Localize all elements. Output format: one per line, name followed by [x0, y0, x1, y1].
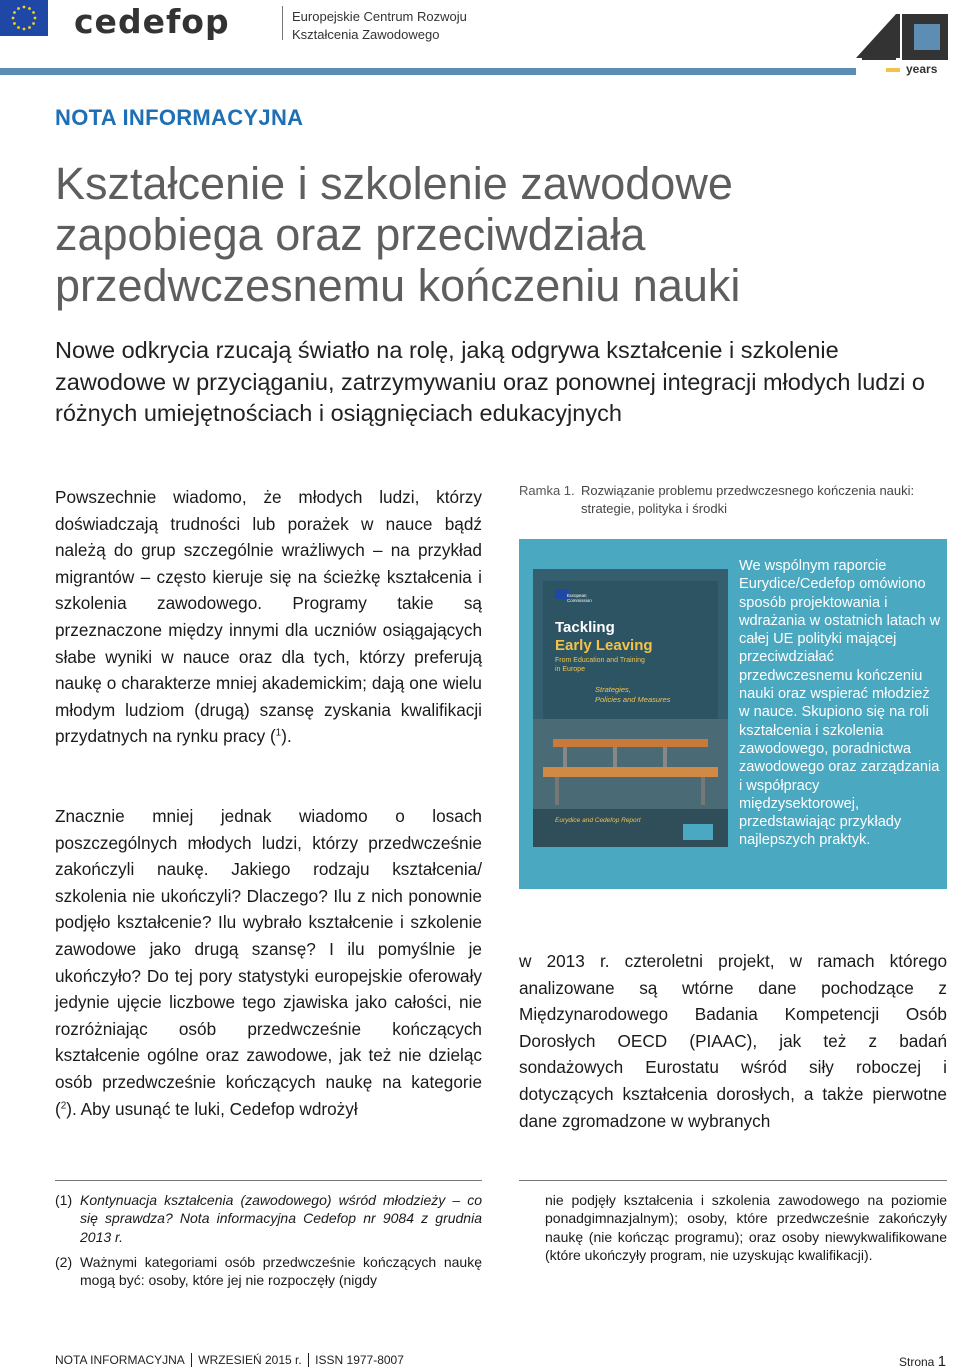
forty-years-logo-icon [856, 8, 952, 82]
footnote-rule-right [519, 1180, 947, 1181]
cover-eu-label-line-1: European [567, 593, 587, 598]
page-title: Kształcenie i szkolenie zawodowe zapobiega oraz przeciwdziała przedwczesnemu kończeniu nauki [55, 158, 741, 311]
footnote-ref-2[interactable]: 2 [60, 1099, 67, 1111]
agency-line-1: Europejskie Centrum Rozwoju [292, 9, 467, 24]
box-text: We wspólnym raporcie Eurydice/Cedefop omówiono sposób projektowania i wdrażania w ostatnich latach w całej UE polityki mającej przeciwdziałać przedwczesnemu kończeniu nauki oraz wspierać młodzież w nauce. Skupiono się na roli kształcenia i szkolenia zawodowego, poradnictwa zawodowego oraz zarządzania i współpracy międzysektorowej, przedstawiając przykłady najlepszych praktyk. [739, 558, 941, 849]
cover-subtitle-line-2: in Europe [555, 666, 585, 673]
lead-paragraph: Nowe odkrycia rzucają światło na rolę, jaką odgrywa kształcenie i szkolenie zawodowe w przyciąganiu, zatrzymywaniu oraz ponownej integracji młodych ludzi o różnych umiejętnościach i osiągnięciach edukacyjnych [55, 337, 925, 426]
eu-star-icon [23, 28, 26, 31]
agency-line-2: Kształcenia Zawodowego [292, 27, 440, 42]
paragraph-text: Znacznie mniej jednak wiadomo o losach poszczególnych młodych ludzi, którzy przedwcześnie zakończyli naukę. Jakiego rodzaju kształcenia/ szkolenia nie ukończyli? Dlaczego? Ilu z nich ponownie podjęło kształcenie? Ilu wybrało kształcenie i szkolenie zawodowe jako drugą szansę? I ilu pomyślnie je ukończyło? Do tej pory statystyki europejskie oferowały jedynie ujęcie liczbowe tego zjawiska jako całości, nie rozróżniając osób przedwcześnie kończących kształcenie ogólne oraz zawodowe, jak też nie dzieląc osób przedwcześnie kończących naukę na kategorie ( [55, 806, 482, 1119]
cover-report-label: Eurydice and Cedefop Report [555, 817, 641, 824]
paragraph-end: ). [281, 726, 292, 747]
paragraph-text: Powszechnie wiadomo, że młodych ludzi, którzy doświadczają trudności lub porażek w nauce bądź należą do grup szczególnie wrażliwych – na przykład migrantów – często kieruje się na ścieżkę kształcenia i szkolenia zawodowego. Programy takie są przeznaczone między innymi dla uczniów osiągających słabe wyniki w nauce oraz dla tych, którzy preferują naukę o charakterze mniej akademickim; dają one wielu młodym ludziom (drugą) szansę zyskania kwalifikacji przydatnych na rynku pracy ( [55, 487, 482, 747]
footer-series: NOTA INFORMACYJNA [55, 1353, 185, 1367]
footnote-rule-left [55, 1180, 482, 1181]
cover-title-line-1: Tackling [555, 619, 615, 636]
eu-star-icon [34, 17, 37, 20]
eu-flag-icon [0, 0, 48, 36]
eu-star-icon [17, 26, 20, 29]
footnote-2-continued: nie podjęły kształcenia i szkolenia zawodowego na poziomie ponadgimnazjalnym); osoby, które przedwcześnie zakończyły naukę (nie kończąc programu); oraz osoby niewykwalifikowane (które ukończyły program, nie uzyskując kwalifikacji). [545, 1192, 947, 1263]
body-paragraph-3: w 2013 r. czteroletni projekt, w ramach którego analizowane są wtórne dane pochodzące z Międzynarodowego Badania Kompetencji Osób Dorosłych OECD (PIAAC), jak też z badań sondażowych Eurostatu wśród siły roboczej i dotyczących kształcenia dorosłych, a także pierwotne dane zgromadzone w wybranych [519, 951, 947, 1131]
footer-separator [308, 1353, 310, 1367]
eu-star-icon [32, 22, 35, 25]
box-caption-label: Ramka 1. [519, 483, 575, 498]
box-caption [519, 482, 959, 518]
logo-separator [282, 6, 283, 40]
footer-info [55, 1353, 404, 1367]
eu-star-icon [12, 17, 15, 20]
footnote-1-number: (1) [55, 1192, 73, 1208]
footer-issn: ISSN 1977-8007 [315, 1353, 404, 1367]
cover-eu-label [567, 593, 592, 603]
footnote-ref-1[interactable]: 1 [275, 727, 282, 739]
cedefop-logo: cedefop [74, 2, 230, 41]
eu-star-icon [13, 22, 16, 25]
footnote-2-number: (2) [55, 1254, 73, 1270]
box-caption-title: Rozwiązanie problemu przedwczesnego kończenia nauki: strategie, polityka i środki [581, 483, 915, 516]
report-cover-image [533, 569, 728, 847]
eu-star-icon [28, 26, 31, 29]
eu-star-icon [17, 7, 20, 10]
eu-star-icon [13, 11, 16, 14]
info-box [519, 539, 947, 889]
page-number [899, 1353, 946, 1370]
page-label: Strona [899, 1355, 935, 1369]
years-label: years [906, 62, 938, 76]
cover-strategies-line-2: Policies and Measures [595, 695, 671, 704]
body-paragraph-2 [55, 803, 482, 1122]
footer-date: WRZESIEŃ 2015 r. [198, 1353, 302, 1367]
cover-subtitle-line-1: From Education and Training [555, 657, 645, 664]
eu-star-icon [32, 11, 35, 14]
page-number-value: 1 [937, 1353, 947, 1370]
paragraph-end: ). Aby usunąć te luki, Cedefop wdrożył [66, 1098, 358, 1119]
footer-separator [191, 1353, 193, 1367]
document-type-kicker: NOTA INFORMACYJNA [55, 105, 304, 130]
footnote-1-text: Kontynuacja kształcenia (zawodowego) wśród młodzieży – co się sprawdza? Nota informacyjna Cedefop nr 9084 z grudnia 2013 r. [80, 1192, 482, 1245]
header-rule [0, 68, 856, 75]
body-paragraph-1 [55, 484, 482, 750]
cover-strategies-line-1: Strategies, [595, 685, 631, 694]
agency-name [292, 8, 467, 44]
cover-title-line-2: Early Leaving [555, 637, 653, 654]
cover-eu-label-line-2: Commission [567, 598, 592, 603]
footnote-2-text: Ważnymi kategoriami osób przedwcześnie kończących naukę mogą być: osoby, które jej nie rozpoczęły (nigdy [80, 1254, 482, 1289]
eu-star-icon [28, 7, 31, 10]
eu-star-icon [23, 6, 26, 9]
